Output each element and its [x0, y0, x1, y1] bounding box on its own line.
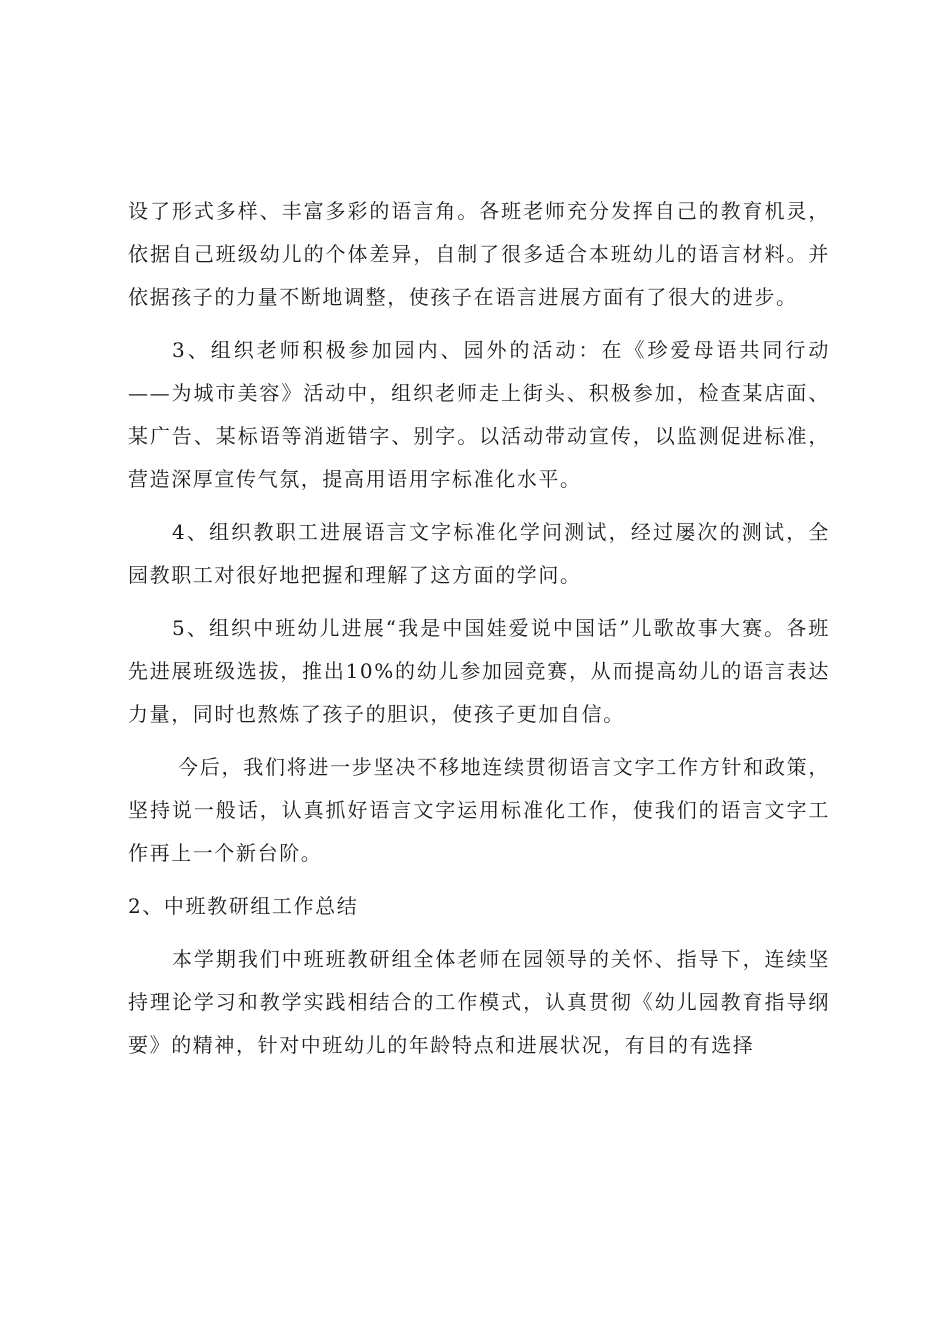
paragraph-future-plan: 今后，我们将进一步坚决不移地连续贯彻语言文字工作方针和政策，坚持说一般话，认真抓好语言文字运用标准化工作，使我们的语言文字工作再上一个新台阶。 — [128, 755, 830, 865]
document-body — [128, 190, 830, 1077]
paragraph-item-3: 3、组织老师积极参加园内、园外的活动：在《珍爱母语共同行动——为城市美容》活动中，组织老师走上街头、积极参加，检查某店面、某广告、某标语等消逝错字、别字。以活动带动宣传，以监测促进标准，营造深厚宣传气氛，提高用语用字标准化水平。 — [128, 338, 830, 491]
paragraph-item-4: 4、组织教职工进展语言文字标准化学问测试，经过屡次的测试，全园教职工对很好地把握和理解了这方面的学问。 — [128, 520, 830, 587]
paragraph-section-intro: 本学期我们中班班教研组全体老师在园领导的关怀、指导下，连续坚持理论学习和教学实践相结合的工作模式，认真贯彻《幼儿园教育指导纲要》的精神，针对中班幼儿的年龄特点和进展状况，有目的有选择 — [128, 947, 830, 1057]
paragraph-language-corner: 设了形式多样、丰富多彩的语言角。各班老师充分发挥自己的教育机灵，依据自己班级幼儿的个体差异，自制了很多适合本班幼儿的语言材料。并依据孩子的力量不断地调整，使孩子在语言进展方面有了很大的进步。 — [128, 199, 830, 309]
section-heading: 2、中班教研组工作总结 — [128, 894, 359, 918]
paragraph-item-5: 5、组织中班幼儿进展“我是中国娃爱说中国话”儿歌故事大赛。各班先进展班级选拔，推出10%的幼儿参加园竞赛，从而提高幼儿的语言表达力量，同时也熬炼了孩子的胆识，使孩子更加自信。 — [128, 616, 830, 726]
